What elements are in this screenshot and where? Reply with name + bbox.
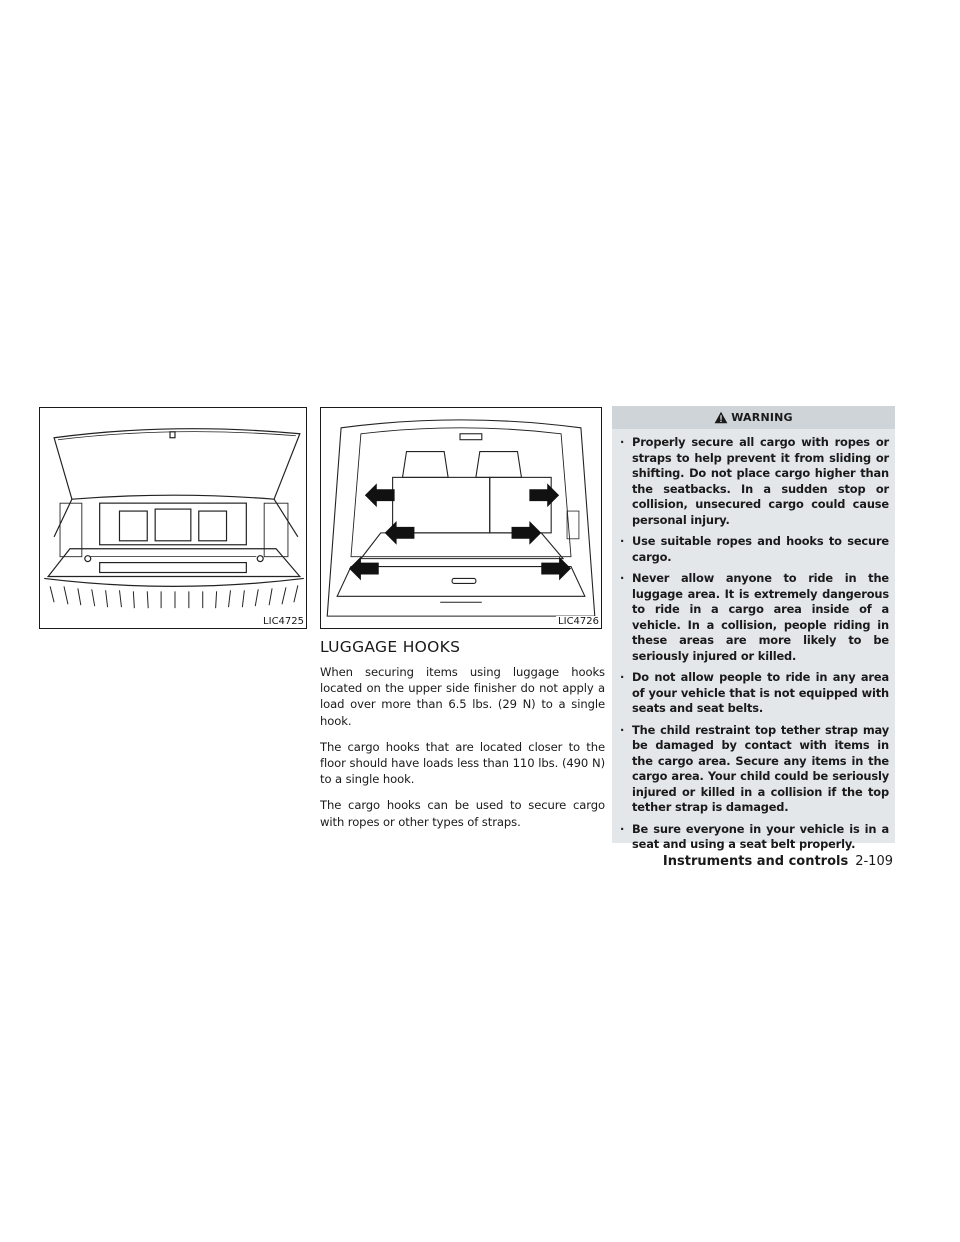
warning-item: · Do not allow people to ride in any area of your vehicle that is not equipped with seats and seat belts. — [620, 670, 889, 715]
warning-item: · Be sure everyone in your vehicle is in a seat and using a seat belt properly. — [620, 821, 889, 851]
arrow-group — [349, 483, 571, 580]
warning-item: · Properly secure all cargo with ropes or straps to help prevent it from sliding or shifting. Do not place cargo higher than the seatbacks. In a sudden stop or collision, unsecured cargo could cause personal injury. — [620, 435, 889, 527]
bullet: · — [620, 571, 625, 585]
bullet: · — [620, 670, 625, 684]
body-paragraph: The cargo hooks that are located closer to the floor should have loads less than 110 lbs. (490 N) to a single hook. — [320, 739, 605, 787]
warning-title: WARNING — [731, 411, 793, 424]
figure-label: LIC4726 — [558, 616, 599, 627]
figure-cargo-area-open — [39, 407, 307, 629]
page-footer — [663, 854, 893, 869]
warning-item: · Never allow anyone to ride in the luggage area. It is extremely dangerous to ride in a cargo area inside of a vehicle. In a collision, people riding in these areas are more likely to be seriously injured or killed. — [620, 571, 889, 663]
page-number: 2-109 — [855, 854, 893, 869]
body-paragraph: When securing items using luggage hooks located on the upper side finisher do not apply a load over more than 6.5 lbs. (29 N) to a single hook. — [320, 665, 605, 728]
warning-header — [612, 406, 895, 429]
section-title: LUGGAGE HOOKS — [320, 638, 461, 656]
warning-item: · Use suitable ropes and hooks to secure cargo. — [620, 534, 889, 564]
warning-list — [612, 429, 895, 853]
cargo-area-illustration — [40, 408, 306, 628]
bullet: · — [620, 821, 625, 836]
bullet: · — [620, 534, 625, 548]
body-paragraph: The cargo hooks can be used to secure cargo with ropes or other types of straps. — [320, 798, 605, 829]
figure-luggage-hooks — [320, 407, 602, 629]
chapter-title: Instruments and controls — [662, 854, 849, 869]
section-body — [320, 664, 605, 840]
warning-box — [612, 406, 895, 851]
bullet: · — [620, 435, 625, 449]
warning-item: · The child restraint top tether strap may be damaged by contact with items in the cargo area. Secure any items in the cargo area. Your child could be seriously injured or killed in a collision if the top tether strap is damaged. — [620, 722, 889, 814]
figure-label: LIC4725 — [263, 616, 304, 627]
bullet: · — [620, 722, 625, 737]
warning-triangle-icon — [714, 411, 728, 424]
luggage-hooks-illustration — [321, 408, 601, 628]
